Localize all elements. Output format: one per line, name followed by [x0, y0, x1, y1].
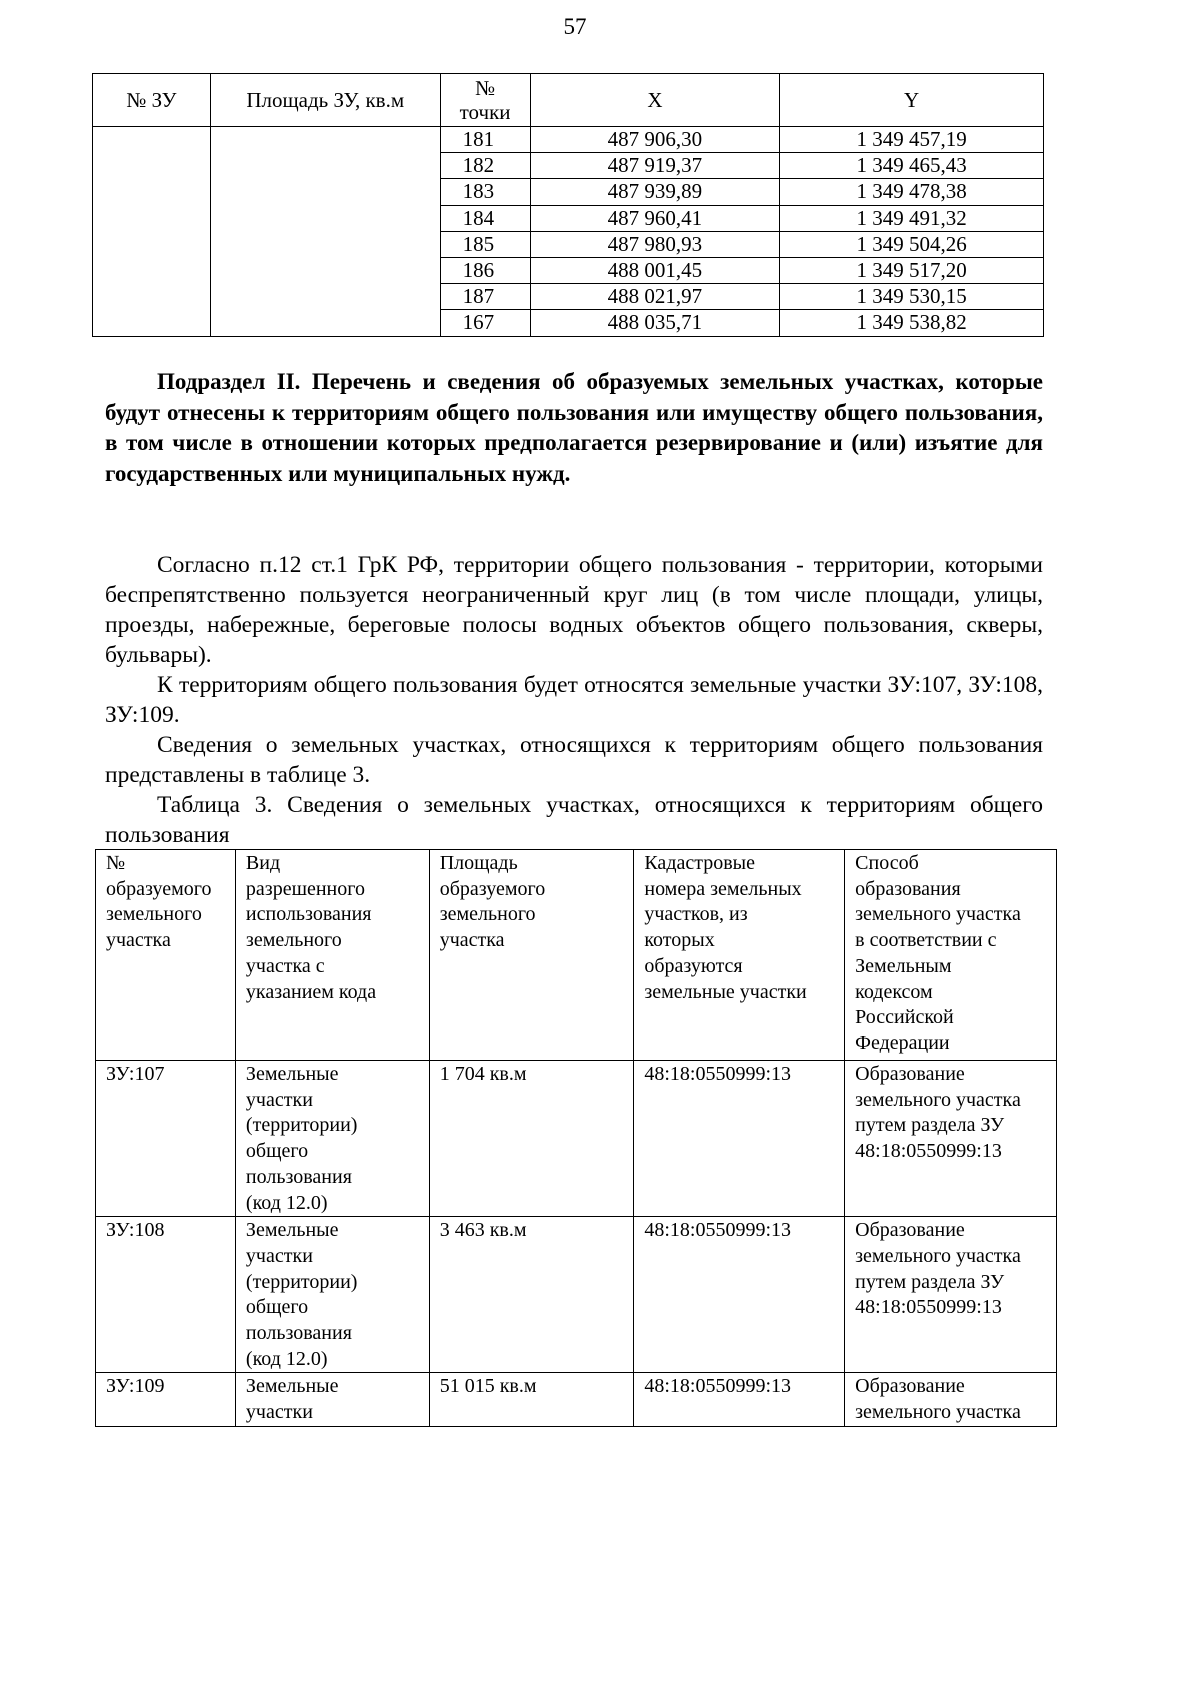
table3-caption: Таблица 3. Сведения о земельных участках, относящихся к территориям общего пользования: [105, 792, 1043, 848]
land-plots-table: [95, 849, 1057, 1427]
y-cell: 1 349 465,43: [780, 153, 1044, 179]
header-formation-method: Способ образования земельного участка в соответствии с Земельным кодексом Российской Федерации: [845, 850, 1057, 1061]
subsection-heading: Подраздел II. Перечень и сведения об образуемых земельных участках, которые будут отнесены к территориям общего пользования или имуществу общего пользования, в том числе в отношении которых предполагается резервирование и (или) изъятие для государственных или муниципальных нужд.: [105, 369, 1043, 486]
area-cell: 3 463 кв.м: [429, 1217, 634, 1373]
use-cell: Земельные участки (территории) общего пользования (код 12.0): [235, 1217, 429, 1373]
cadastral-cell: 48:18:0550999:13: [634, 1061, 845, 1217]
header-permitted-use: Вид разрешенного использования земельного участка с указанием кода: [235, 850, 429, 1061]
point-cell: 182: [440, 153, 530, 179]
header-x: X: [530, 74, 780, 127]
x-cell: 487 939,89: [530, 179, 780, 205]
header-cadastral-numbers: Кадастровые номера земельных участков, из которых образуются земельные участки: [634, 850, 845, 1061]
paragraph-definition: Согласно п.12 ст.1 ГрК РФ, территории общего пользования - территории, которыми беспрепятственно пользуется неограниченный круг лиц (в том числе площади, улицы, проезды, набережные, береговые полосы водных объектов общего пользования, скверы, бульвары).: [105, 552, 1043, 668]
x-cell: 488 021,97: [530, 284, 780, 310]
header-area: Площадь образуемого земельного участка: [429, 850, 634, 1061]
method-cell: Образование земельного участка: [845, 1373, 1057, 1426]
zu-number-cell: [93, 127, 211, 337]
point-cell: 184: [440, 205, 530, 231]
header-plot-number: № образуемого земельного участка: [96, 850, 236, 1061]
x-cell: 487 980,93: [530, 231, 780, 257]
table-row: [96, 1217, 1057, 1373]
header-y: Y: [780, 74, 1044, 127]
header-area: Площадь ЗУ, кв.м: [210, 74, 440, 127]
point-cell: 167: [440, 310, 530, 336]
paragraph-plots-list: К территориям общего пользования будет относятся земельные участки ЗУ:107, ЗУ:108, ЗУ:109.: [105, 672, 1043, 728]
plot-id-cell: ЗУ:107: [96, 1061, 236, 1217]
cadastral-cell: 48:18:0550999:13: [634, 1373, 845, 1426]
table-row: [93, 127, 1044, 153]
method-cell: Образование земельного участка путем раздела ЗУ 48:18:0550999:13: [845, 1061, 1057, 1217]
x-cell: 488 001,45: [530, 257, 780, 283]
y-cell: 1 349 517,20: [780, 257, 1044, 283]
point-cell: 187: [440, 284, 530, 310]
y-cell: 1 349 530,15: [780, 284, 1044, 310]
table-header-row: [96, 850, 1057, 1061]
x-cell: 488 035,71: [530, 310, 780, 336]
x-cell: 487 960,41: [530, 205, 780, 231]
paragraph-table-reference: Сведения о земельных участках, относящихся к территориям общего пользования представлены в таблице 3.: [105, 732, 1043, 788]
area-cell: 1 704 кв.м: [429, 1061, 634, 1217]
plot-id-cell: ЗУ:108: [96, 1217, 236, 1373]
x-cell: 487 919,37: [530, 153, 780, 179]
y-cell: 1 349 478,38: [780, 179, 1044, 205]
table-header-row: [93, 74, 1044, 127]
point-cell: 185: [440, 231, 530, 257]
y-cell: 1 349 504,26: [780, 231, 1044, 257]
plot-id-cell: ЗУ:109: [96, 1373, 236, 1426]
coordinates-table: [92, 73, 1044, 337]
table-row: [96, 1061, 1057, 1217]
header-zu-number: № ЗУ: [93, 74, 211, 127]
x-cell: 487 906,30: [530, 127, 780, 153]
area-cell: [210, 127, 440, 337]
point-cell: 183: [440, 179, 530, 205]
page-number: 57: [563, 14, 587, 39]
use-cell: Земельные участки: [235, 1373, 429, 1426]
cadastral-cell: 48:18:0550999:13: [634, 1217, 845, 1373]
area-cell: 51 015 кв.м: [429, 1373, 634, 1426]
table-row: [96, 1373, 1057, 1426]
method-cell: Образование земельного участка путем раздела ЗУ 48:18:0550999:13: [845, 1217, 1057, 1373]
y-cell: 1 349 491,32: [780, 205, 1044, 231]
y-cell: 1 349 538,82: [780, 310, 1044, 336]
point-cell: 186: [440, 257, 530, 283]
use-cell: Земельные участки (территории) общего пользования (код 12.0): [235, 1061, 429, 1217]
point-cell: 181: [440, 127, 530, 153]
y-cell: 1 349 457,19: [780, 127, 1044, 153]
header-point-number: № точки: [440, 74, 530, 127]
